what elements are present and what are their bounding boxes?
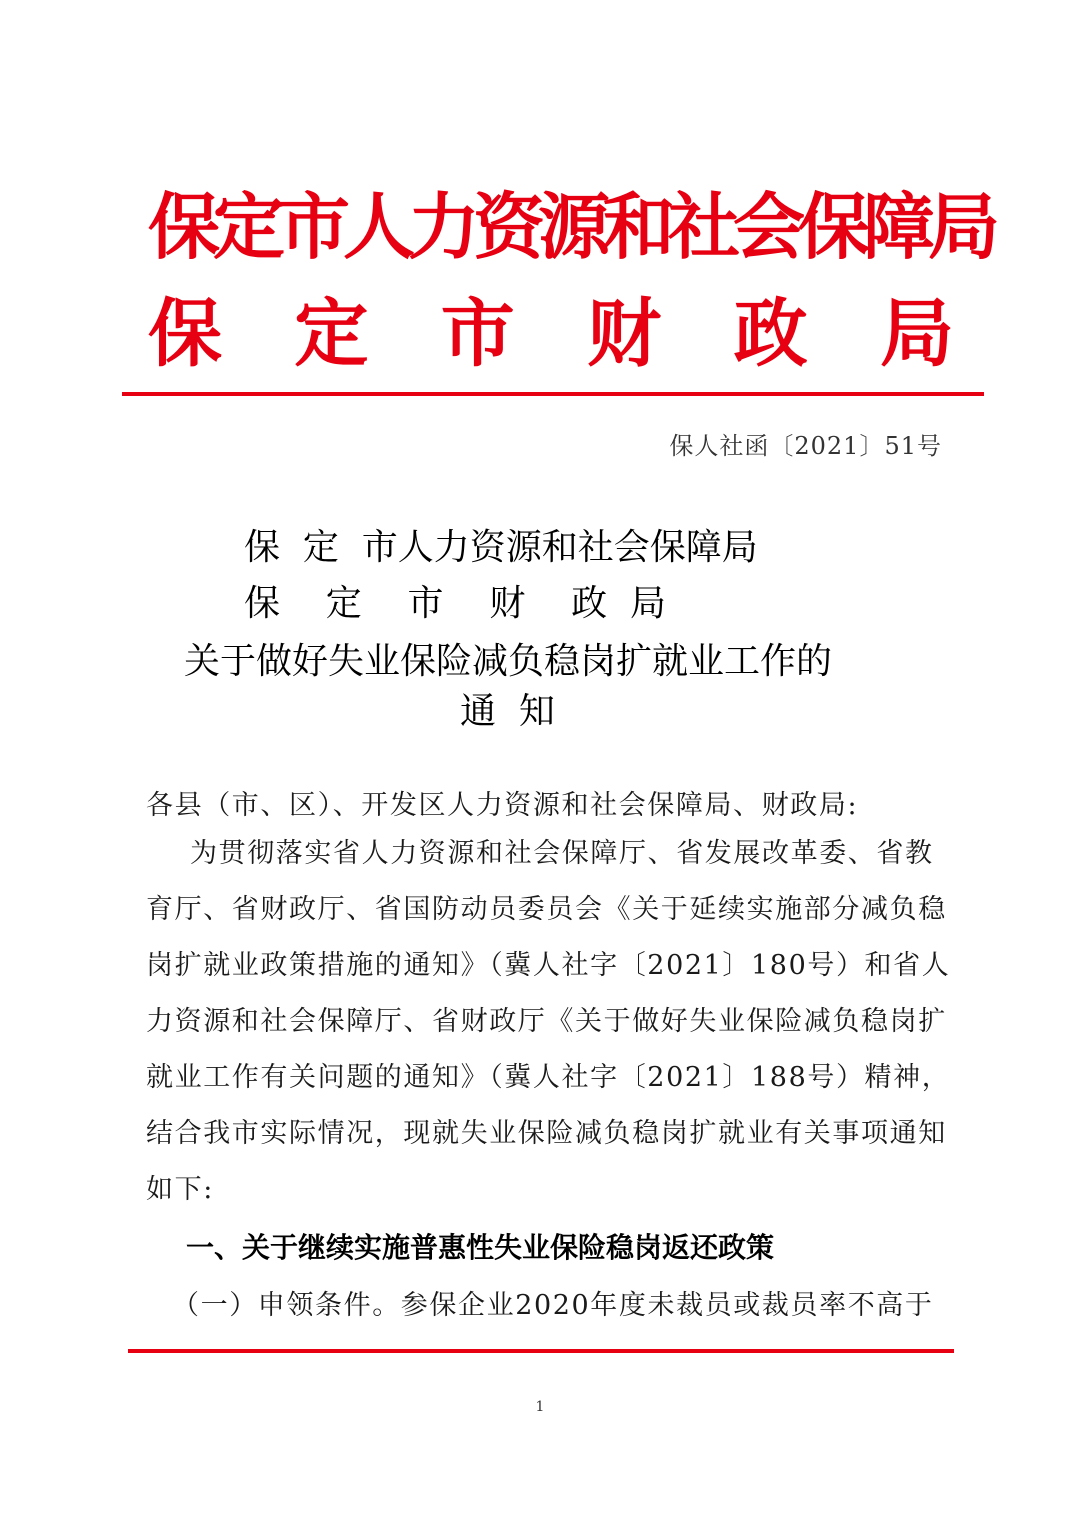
paragraph-line: 如下: [146, 1174, 214, 1205]
title-line-2: 保 定 市 财 政 局 [244, 583, 666, 624]
clause-line: （一）申领条件。参保企业2020年度未裁员或裁员率不高于 [172, 1290, 934, 1321]
title-line-1: 保 定 市人力资源和社会保障局 [244, 527, 758, 568]
page-number: 1 [535, 1399, 545, 1415]
issuer-char: 财 [587, 291, 662, 377]
issuer-char: 局 [879, 291, 954, 377]
document-number: 保人社函〔2021〕51号 [669, 432, 942, 460]
title-line-4: 通 知 [460, 691, 555, 732]
issuer-char: 政 [733, 291, 808, 377]
footer-red-divider [128, 1349, 954, 1353]
section-heading-1: 一、关于继续实施普惠性失业保险稳岗返还政策 [186, 1231, 775, 1264]
title-line-3: 关于做好失业保险减负稳岗扩就业工作的 [184, 641, 833, 682]
paragraph-line: 为贯彻落实省人力资源和社会保障厅、省发展改革委、省教 [190, 838, 934, 869]
issuer-char: 保 [148, 291, 222, 377]
paragraph-line: 育厅、省财政厅、省国防动员委员会《关于延续实施部分减负稳 [146, 894, 947, 925]
issuer-name-finance-bureau [148, 292, 954, 376]
issuer-name-hrss-bureau: 保定市人力资源和社会保障局 [148, 185, 994, 269]
paragraph-line: 结合我市实际情况，现就失业保险减负稳岗扩就业有关事项通知 [146, 1118, 947, 1149]
issuer-char: 市 [440, 291, 515, 377]
header-red-divider [122, 392, 984, 396]
issuer-char: 定 [294, 291, 369, 377]
paragraph-line: 就业工作有关问题的通知》（冀人社字〔2021〕188号）精神， [146, 1062, 951, 1093]
paragraph-line: 力资源和社会保障厅、省财政厅《关于做好失业保险减负稳岗扩 [146, 1006, 947, 1037]
paragraph-line: 岗扩就业政策措施的通知》（冀人社字〔2021〕180号）和省人 [146, 950, 951, 981]
salutation: 各县（市、区）、开发区人力资源和社会保障局、财政局: [146, 790, 859, 821]
